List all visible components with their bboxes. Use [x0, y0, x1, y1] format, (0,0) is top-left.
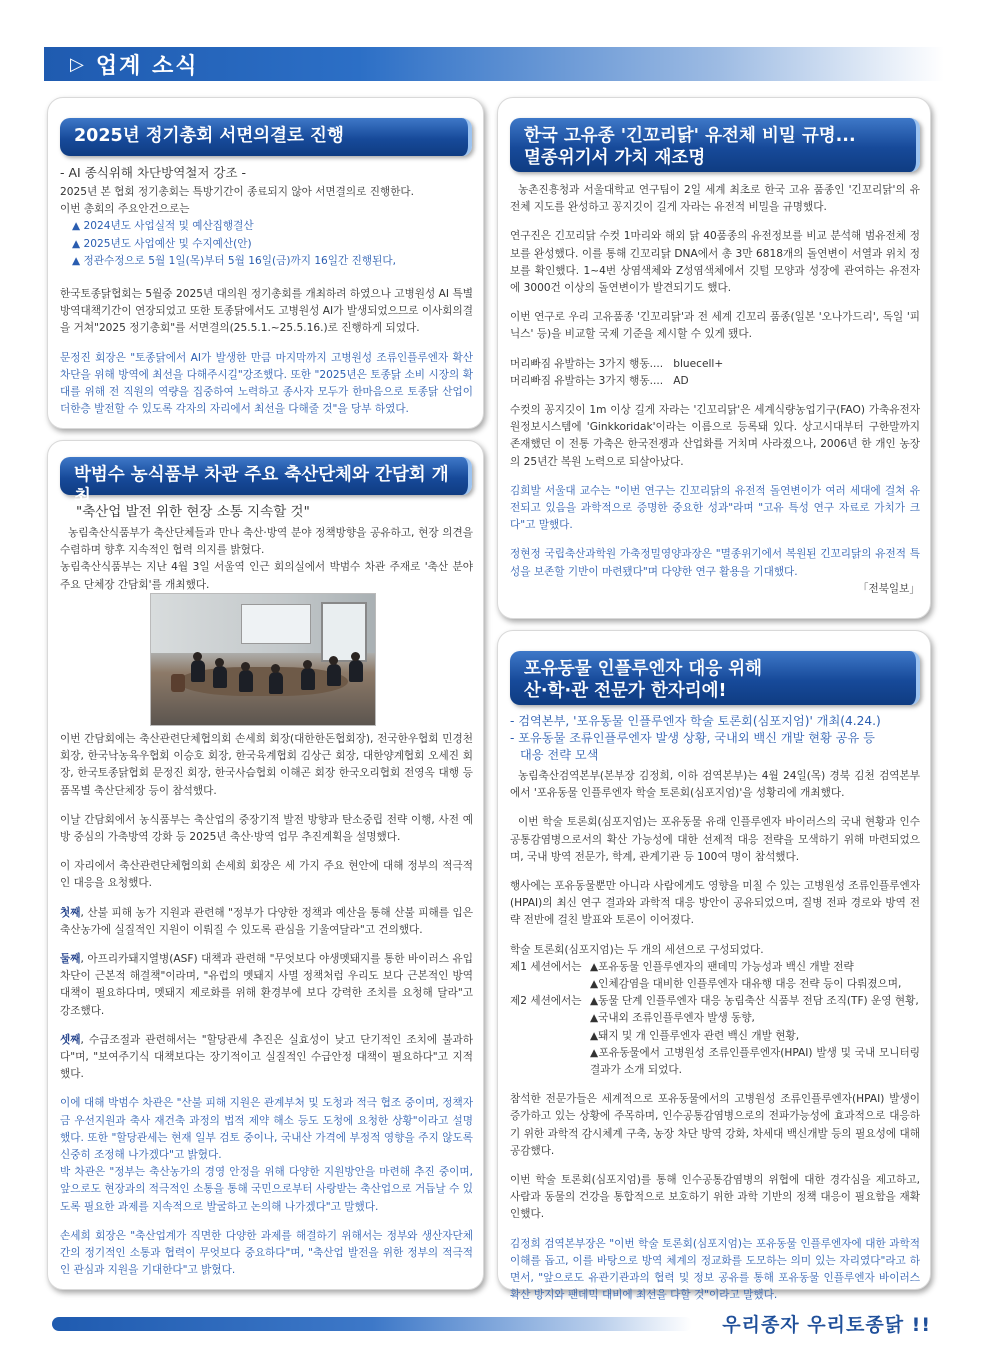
paragraph: 행사에는 포유동물뿐만 아니라 사람에게도 영향을 미칠 수 있는 고병원성 조류인플루엔자(HPAI)의 최신 연구 결과와 과학적 대응 방안이 공유되었으며, 질병 전파 경로와 방역 전략 전반에 걸친 발표와 토론이 이어졌다. [510, 880, 920, 927]
paragraph: 수컷의 꽁지깃이 1m 이상 길게 자라는 '긴꼬리닭'은 세계식량농업기구(FAO) 가축유전자원정보시스템에 'Ginkkoridak'이라는 이름으로 등록돼 있다. 상고시대부터 구한말까지 존재했던 이 전통 가축은 한국전쟁과 산업화를 거치며 사라졌으나, 2006년 한 개인 농장의 25년간 복원 노력으로 되살아났다. [510, 404, 920, 468]
ad-line[interactable]: 머리빠짐 유발하는 3가지 행동.... AD [510, 374, 689, 387]
article-subtitle: "축산업 발전 위한 현장 소통 지속할 것" [76, 504, 310, 520]
paragraph: 둘째, 아프리카돼지열병(ASF) 대책과 관련해 "무엇보다 야생멧돼지를 통한 바이러스 유입 차단이 근본적 해결책"이라며, "유럽의 멧돼지 사멸 정책처럼 우리도 보다 근본적인 방역대책이 필요하다며, 멧돼지 제로화를 위해 환경부에 보다 강력한 조치를 요청해 달라"고 강조했다. [60, 953, 473, 1017]
paragraph-quote: 김정희 검역본부장은 "이번 학술 토론회(심포지엄)는 포유동물 인플루엔자에 대한 과학적 이해를 돕고, 이를 바탕으로 방역 체계의 정교화를 도모하는 의미 있는 자리였다"라고 하면서, "앞으로도 유관기관과의 협력 및 정보 공유를 통해 포유동물 인플루엔자 바이러스 확산 방지와 팬데믹 대비에 최선을 다할 것"이라고 말했다. [510, 1237, 920, 1302]
article-card-general-meeting [47, 97, 484, 429]
paragraph: 연구진은 긴꼬리닭 수컷 1마리와 해외 닭 40품종의 유전정보를 비교 분석해 범유전체 정보를 완성했다. 이를 통해 긴꼬리닭 DNA에서 총 3만 6818개의 돌연변이 서열과 위치 정보를 확인했다. 1~4번 상염색체와 Z성염색체에서 깃털 모양과 성장에 관여하는 유전자에 3000건 이상의 돌연변이가 발견되기도 했다. [510, 230, 920, 295]
article-body [510, 713, 920, 1316]
article-title-banner [510, 651, 920, 705]
third-label: 셋째 [60, 1033, 81, 1046]
article-body-top [60, 503, 473, 594]
paragraph-quote: 박 차관은 "정부는 축산농가의 경영 안정을 위해 다양한 지원방안을 마련해 추진 중이며, 앞으로도 현장과의 적극적인 소통을 통해 국민으로부터 사랑받는 축산업으로 거듭날 수 있도록 필요한 과제를 지속적으로 발굴하고 논의해 나가겠다"고 말했다. [60, 1166, 473, 1213]
session-item: ▲동물 단계 인플루엔자 대응 농림축산 식품부 전담 조직(TF) 운영 현황, [590, 995, 919, 1008]
article-title-line1: 포유동물 인플루엔자 대응 위해 [524, 659, 763, 679]
footer-slogan: 우리종자 우리토종닭 !! [722, 1314, 931, 1336]
paragraph: 이번 학술 토론회(심포지엄)를 통해 인수공통감염병의 위협에 대한 경각심을 제고하고, 사람과 동물의 건강을 통합적으로 보호하기 위한 과학 기반의 정책 대응이 필요함을 재확인했다. [510, 1174, 920, 1221]
section-title: 업계 소식 [95, 53, 199, 79]
section-header-bar [44, 47, 944, 81]
paragraph: 이날 간담회에서 농식품부는 축산업의 중장기적 발전 방향과 탄소중립 전략 이행, 사전 예방 중심의 가축방역 강화 등 2025년 축산·방역 업무 추진계획을 설명했다. [60, 813, 473, 844]
paragraph: 농림축산검역본부(본부장 김정희, 이하 검역본부)는 4월 24일(목) 경북 김천 검역본부에서 '포유동물 인플루엔자 학술 토론회(심포지엄)'을 성황리에 개최했다. [510, 770, 920, 800]
article-subtitle: - AI 종식위해 차단방역철저 강조 - [60, 165, 247, 180]
session-block [510, 993, 920, 1079]
article-title: 박범수 농식품부 차관 주요 축산단체와 간담회 개최 [74, 465, 449, 507]
meeting-photo [150, 593, 376, 726]
list-item: ▲ 정관수정으로 5월 1일(목)부터 5월 16일(금)까지 16일간 진행된다, [72, 253, 473, 270]
session-item: ▲포유동물 인플루엔자의 팬데믹 가능성과 백신 개발 전략 [590, 960, 854, 973]
article-body [510, 182, 920, 610]
paragraph: 농촌진흥청과 서울대학교 연구팀이 2일 세계 최초로 한국 고유 품종인 '긴꼬리닭'의 유전체 지도를 완성하고 꽁지깃이 길게 자라는 유전적 비밀을 규명했다. [510, 184, 920, 214]
session-item: ▲국내외 조류인플루엔자 발생 동향, [590, 1012, 755, 1025]
paragraph: 이번 연구로 우리 고유품종 '긴꼬리닭'과 전 세계 긴꼬리 품종(일본 '오나가드리', 독일 '피닉스' 등)을 비교할 국제 기준을 제시할 수 있게 됐다. [510, 311, 920, 341]
article-card-vice-minister-meeting [47, 440, 484, 1290]
list-item: ▲ 2025년도 사업예산 및 수지예산(안) [72, 236, 473, 253]
paragraph-quote: 정현정 국립축산과학원 가축정밀영양과장은 "멸종위기에서 복원된 긴꼬리닭의 유전적 특성을 보존할 기반이 마련됐다"며 다양한 연구 활용을 기대했다. [510, 548, 920, 578]
article-body [60, 164, 473, 430]
session-label: 제2 세션에서는 [510, 995, 582, 1008]
article-card-mammal-influenza [497, 630, 931, 1302]
article-subtitle: - 검역본부, '포유동물 인플루엔자 학술 토론회(심포지엄)' 개최(4.24.) [510, 714, 881, 728]
session-label: 제1 세션에서는 [510, 960, 582, 973]
paragraph: 한국토종닭협회는 5월중 2025년 대의원 정기총회를 개최하려 하였으나 고병원성 AI 특별방역대책기간이 연장되었고 또한 토종닭에서도 고병원성 AI가 발생되었으므로 이사회의결을 거쳐"2025 정기총회"를 서면결의(25.5.1.~25.5.16.)로 진행하게 되었다. [60, 288, 473, 335]
ad-line[interactable]: 머리빠짐 유발하는 3가지 행동.... bluecell+ [510, 357, 724, 370]
paragraph: 이번 간담회에는 축산관련단체협의회 손세희 회장(대한한돈협회장), 전국한우협회 민경천 회장, 한국낙농육우협회 이승호 회장, 한국육계협회 김상근 회장, 대한양계협회 오세진 회장, 한국토종닭협회 문정진 회장, 한국사슴협회 이해곤 회장 한국오리협회 전영옥 대행 등 품목별 축산단체장 등이 참석했다. [60, 733, 473, 797]
session-block [510, 959, 920, 993]
second-label: 둘째 [60, 953, 81, 966]
paragraph: 농림축산식품부는 지난 4월 3일 서울역 인근 회의실에서 박범수 차관 주재로 '축산 분야 주요 단체장 간담회'를 개최했다. [60, 561, 473, 591]
list-item: ▲ 2024년도 사업실적 및 예산집행결산 [72, 218, 473, 235]
article-title-banner [60, 118, 472, 156]
paragraph: 셋째, 수급조절과 관련해서는 "할당관세 추진은 실효성이 낮고 단기적인 조치에 불과하다"며, "보여주기식 대책보다는 장기적이고 실질적인 수급안정 대책이 필요하다"고 지적했다. [60, 1033, 473, 1081]
paragraph-quote: 손세희 회장은 "축산업계가 직면한 다양한 과제를 해결하기 위해서는 정부와 생산자단체 간의 정기적인 소통과 협력이 무엇보다 중요하다"며, "축산업 발전을 위한 정부의 적극적인 관심과 지원을 기대한다"고 밝혔다. [60, 1229, 473, 1277]
session-item: ▲인체감염을 대비한 인플루엔자 대유행 대응 전략 등이 다뤄졌으며, [590, 978, 902, 991]
session-item: ▲돼지 및 개 인플루엔자 관련 백신 개발 현황, [590, 1029, 800, 1042]
article-body-bottom [60, 731, 473, 1291]
paragraph: 참석한 전문가들은 세계적으로 포유동물에서의 고병원성 조류인플루엔자(HPAI) 발생이 증가하고 있는 상황에 주목하며, 인수공통감염병으로의 전파가능성에 효과적으로 대응하기 위한 과학적 감시체계 구축, 농장 차단 방역 강화, 차세대 백신개발 등의 필요성에 대해 공감했다. [510, 1093, 920, 1157]
paragraph-quote: 김희발 서울대 교수는 "이번 연구는 긴꼬리닭의 유전적 돌연변이가 여러 세대에 걸쳐 유전되고 있음을 과학적으로 증명한 중요한 성과"라며 "고유 특성 연구 자료로 가치가 크다"고 말했다. [510, 484, 920, 532]
agenda-list [60, 218, 473, 270]
paragraph: 학술 토론회(심포지엄)는 두 개의 세션으로 구성되었다. [510, 943, 764, 956]
article-title: 2025년 정기총회 서면의결로 진행 [74, 126, 344, 146]
play-triangle-icon: ▷ [70, 53, 84, 75]
article-title-line1: 한국 고유종 '긴꼬리닭' 유전체 비밀 규명... [524, 126, 856, 146]
footer-bar [52, 1317, 692, 1331]
paragraph-quote: 이에 대해 박범수 차관은 "산불 피해 지원은 관계부처 및 도청과 적극 협조 중이며, 정책자금 우선지원과 축사 재건축 과정의 법적 제약 해소 등도 도청에 요청한 상황"이라고 설명했다. 또한 "할당관세는 현재 일부 검토 중이나, 국내산 가격에 부정적 영향을 주지 않도록 신중히 조정해 나가겠다"고 밝혔다. [60, 1097, 473, 1162]
paragraph: 이 자리에서 축산관련단체협의회 손세희 회장은 세 가지 주요 현안에 대해 정부의 적극적인 대응을 요청했다. [60, 860, 473, 890]
paragraph-quote: 문정진 회장은 "토종닭에서 AI가 발생한 만큼 마지막까지 고병원성 조류인플루엔자 확산 차단을 위해 방역에 최선을 다해주시길"강조했다. 또한 "2025년은 토종닭 소비 시장의 확대를 위해 전 직원의 역량을 집중하여 노력하고 종사자 모두가 한마음으로 토종닭 산업이 더한층 발전할 수 있도록 각자의 자리에서 최선을 다해줄 것"을 당부 하였다. [60, 351, 473, 416]
article-source: 「전북일보」 [857, 582, 920, 595]
session-item: ▲포유동물에서 고병원성 조류인플루엔자(HPAI) 발생 및 국내 모니터링 결과가 소개 되었다. [590, 1046, 920, 1077]
article-card-long-tailed-chicken [497, 97, 931, 619]
paragraph: 첫째, 산불 피해 농가 지원과 관련해 "정부가 다양한 정책과 예산을 통해 산불 피해를 입은 축산농가에 실질적인 지원이 이뤄질 수 있도록 관심을 기울여달라"고 건의했다. [60, 906, 473, 936]
paragraph: 농림축산식품부가 축산단체들과 만나 축산·방역 분야 정책방향을 공유하고, 현장 의견을 수렴하며 향후 지속적인 협력 의지를 밝혔다. [60, 527, 473, 557]
article-subtitle: - 포유동물 조류인플루엔자 발생 상황, 국내외 백신 개발 현황 공유 등 [510, 731, 875, 745]
paragraph: 2025년 본 협회 정기총회는 특방기간이 종료되지 않아 서면결의로 진행한다. [60, 186, 415, 198]
first-label: 첫째 [60, 906, 81, 919]
paragraph: 이번 총회의 주요안건으로는 [60, 203, 190, 216]
article-title-line2: 멸종위기서 가치 재조명 [524, 148, 706, 168]
article-title-line2: 산·학·관 전문가 한자리에! [524, 681, 727, 701]
paragraph: 이번 학술 토론회(심포지엄)는 포유동물 유래 인플루엔자 바이러스의 국내 현황과 인수공통감염병으로서의 확산 가능성에 대한 선제적 대응 전략을 모색하기 위해 마련되었으며, 국내 방역 전문가, 학계, 관계기관 등 100여 명이 참석했다. [510, 816, 920, 863]
article-subtitle: 대응 전략 모색 [520, 748, 599, 762]
article-title-banner [60, 457, 472, 507]
article-title-banner [510, 118, 920, 172]
